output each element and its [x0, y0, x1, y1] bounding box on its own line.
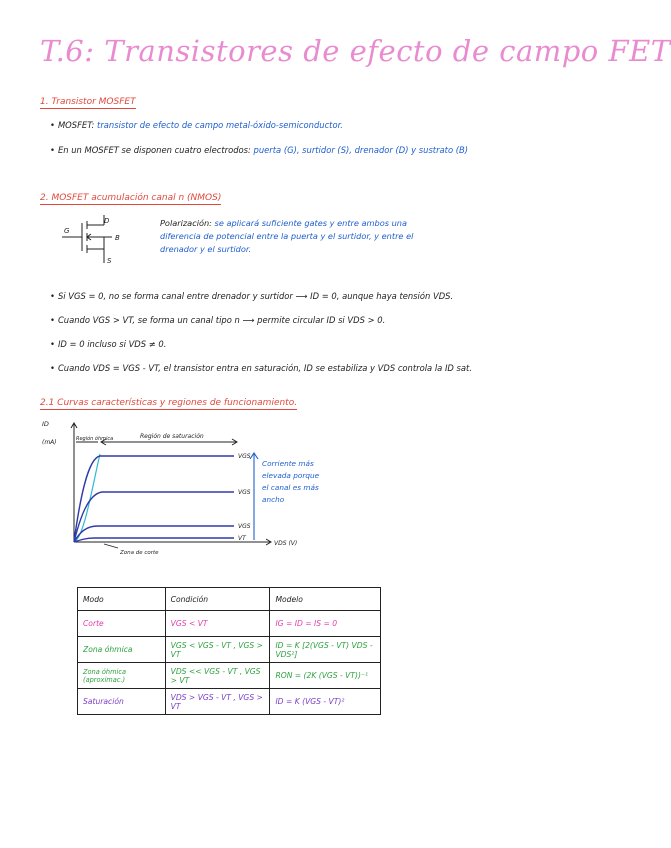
bullet-text: Cuando VDS = VGS - VT, el transistor entra en saturación, ID se estabiliza y VDS controla la ID sat. — [57, 363, 472, 373]
bullet-text: puerta (G), surtidor (S), drenador (D) y sustrato (B) — [253, 145, 469, 155]
y-label: ID — [42, 420, 49, 428]
curve-vgs-low — [74, 526, 234, 542]
y-unit: (mA) — [42, 439, 57, 446]
bullet-label: MOSFET: — [57, 120, 95, 130]
curve-label-1: VGS — [238, 453, 251, 460]
current-arrow — [248, 450, 260, 542]
cell-condicion: VDS << VGS - VT , VGS > VT — [165, 663, 270, 689]
gate-label: G — [64, 227, 70, 235]
curve-label-2: VGS — [238, 489, 251, 496]
cell-condicion: VGS < VGS - VT , VGS > VT — [165, 637, 270, 663]
bullet-label: En un MOSFET se disponen cuatro electrodos: — [57, 145, 251, 155]
header-modelo: Modelo — [270, 588, 381, 611]
table-row — [78, 689, 381, 715]
source-label: S — [107, 257, 112, 265]
bullet-id-zero: • ID = 0 incluso si VDS ≠ 0. — [50, 339, 167, 349]
table-row — [78, 663, 381, 689]
curve-label-3: VGS — [238, 523, 251, 530]
cell-modo: Zona óhmica — [78, 637, 166, 663]
bullet-vgs-zero: • Si VGS = 0, no se forma canal entre drenador y surtidor ⟶ ID = 0, aunque haya tensión VDS. — [50, 291, 454, 301]
bullet-text: Cuando VGS > VT, se forma un canal tipo n ⟶ permite circular ID si VDS > 0. — [57, 315, 386, 325]
nmos-symbol — [60, 213, 130, 265]
bullet-saturation: • Cuando VDS = VGS - VT, el transistor entra en saturación, ID se estabiliza y VDS controla la ID sat. — [50, 363, 472, 373]
polarization-label: Polarización: — [160, 218, 212, 228]
curve-vgs-mid — [74, 492, 234, 542]
section-heading-nmos — [40, 193, 221, 203]
curve-vt — [74, 538, 234, 542]
cell-modelo: IG = ID = IS = 0 — [270, 611, 381, 637]
x-label: VDS (V) — [274, 540, 298, 547]
bullet-mosfet-def: • MOSFET: transistor de efecto de campo metal-óxido-semiconductor. — [50, 120, 343, 130]
body-label: B — [115, 234, 120, 242]
zona-corte-label: Zona de corte — [120, 550, 159, 556]
heading-text: 2. MOSFET acumulación canal n (NMOS) — [40, 193, 222, 203]
header-modo: Modo — [78, 588, 166, 611]
section-heading-curves — [40, 398, 297, 408]
bullet-vgs-gt-vt: • Cuando VGS > VT, se forma un canal tipo n ⟶ permite circular ID si VDS > 0. — [50, 315, 386, 325]
cell-modelo: ID = K [2(VGS - VT) VDS - VDS²] — [270, 637, 381, 663]
page-title: T.6: Transistores de efecto de campo FET — [40, 34, 671, 68]
modes-table — [77, 587, 381, 715]
region-ohmica-label: Región óhmica — [76, 436, 114, 442]
heading-text: 2.1 Curvas características y regiones de funcionamiento. — [40, 398, 298, 408]
region-saturacion-label: Región de saturación — [140, 433, 204, 440]
bullet-text: transistor de efecto de campo metal-óxido-semiconductor. — [97, 120, 343, 130]
bullet-text: ID = 0 incluso si VDS ≠ 0. — [57, 339, 167, 349]
polarization-text: se aplicará suficiente gates y entre ambos una diferencia de potencial entre la puerta y el surtidor, y entre el drenador y el surtidor. — [160, 218, 414, 254]
heading-text: 1. Transistor MOSFET — [40, 97, 136, 107]
cell-modelo: ID = K (VGS - VT)² — [270, 689, 381, 715]
current-note: Corriente más elevada porque el canal es más ancho — [262, 459, 320, 504]
cell-modo: Saturación — [78, 689, 166, 715]
cell-modelo: RON = (2K (VGS - VT))⁻¹ — [270, 663, 381, 689]
cell-condicion: VDS > VGS - VT , VGS > VT — [165, 689, 270, 715]
table-row — [78, 611, 381, 637]
cell-condicion: VGS < VT — [165, 611, 270, 637]
bullet-text: Si VGS = 0, no se forma canal entre drenador y surtidor ⟶ ID = 0, aunque haya tensión VDS. — [57, 291, 454, 301]
section-heading-mosfet — [40, 97, 136, 107]
table-row — [78, 637, 381, 663]
polarization-note — [160, 217, 420, 256]
cell-modo: Corte — [78, 611, 166, 637]
cell-modo: Zona óhmica (aproximac.) — [78, 663, 166, 689]
header-condicion: Condición — [165, 588, 270, 611]
curve-vgs-high — [74, 456, 234, 542]
table-header-row — [78, 588, 381, 611]
bullet-electrodes: • En un MOSFET se disponen cuatro electrodos: puerta (G), surtidor (S), drenador (D) y sustrato (B) — [50, 145, 469, 155]
curve-label-4: VT — [238, 535, 246, 542]
drain-label: D — [104, 217, 110, 225]
